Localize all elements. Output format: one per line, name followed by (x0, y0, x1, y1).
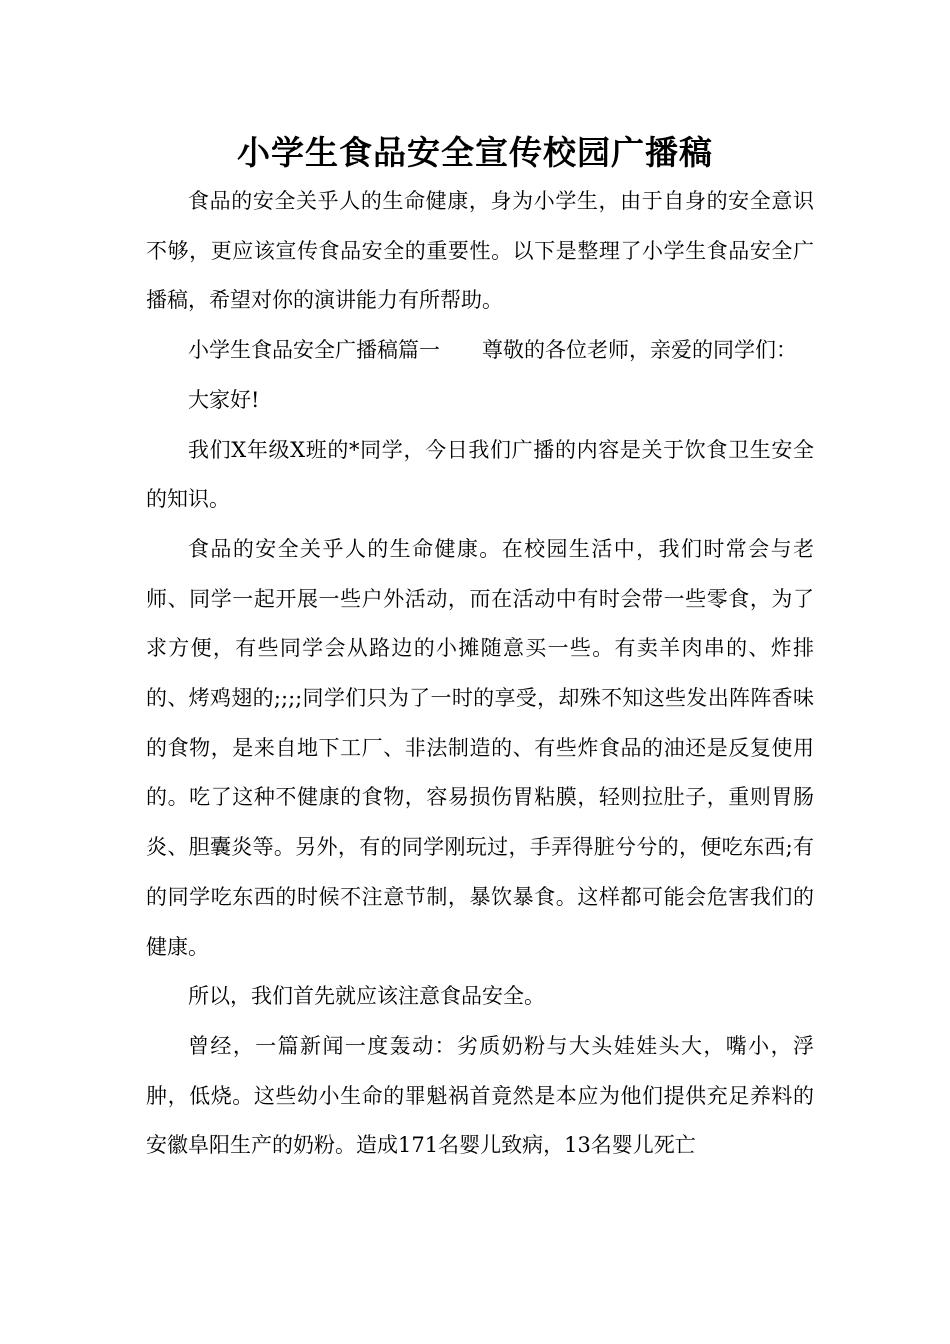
document-title: 小学生食品安全宣传校园广播稿 (237, 133, 713, 172)
paragraph-conclusion: 所以，我们首先就应该注意食品安全。 (188, 984, 545, 1009)
paragraph-intro: 食品的安全关乎人的生命健康，身为小学生，由于自身的安全意识不够，更应该宣传食品安全的重要性。以下是整理了小学生食品安全广播稿，希望对你的演讲能力有所帮助。 (146, 189, 814, 313)
paragraph-food-safety: 食品的安全关乎人的生命健康。在校园生活中，我们时常会与老师、同学一起开展一些户外活动，而在活动中有时会带一些零食，为了求方便，有些同学会从路边的小摊随意买一些。有卖羊肉串的、炸排的、烤鸡翅的;;;;同学们只为了一时的享受，却殊不知这些发出阵阵香味的食物，是来自地下工厂、非法制造的、有些炸食品的油还是反复使用的。吃了这种不健康的食物，容易损伤胃粘膜，轻则拉肚子，重则胃肠炎、胆囊炎等。另外，有的同学刚玩过，手弄得脏兮兮的，便吃东西;有的同学吃东西的时候不注意节制，暴饮暴食。这样都可能会危害我们的健康。 (146, 536, 814, 959)
document-body (146, 177, 814, 1171)
paragraph-hello: 大家好! (188, 387, 260, 412)
paragraph-greeting-heading: 小学生食品安全广播稿篇一 尊敬的各位老师，亲爱的同学们： (188, 338, 797, 363)
paragraph-topic: 我们X年级X班的*同学，今日我们广播的内容是关于饮食卫生安全的知识。 (146, 437, 814, 512)
paragraph-news: 曾经，一篇新闻一度轰动：劣质奶粉与大头娃娃头大，嘴小，浮肿，低烧。这些幼小生命的罪魁祸首竟然是本应为他们提供充足养料的安徽阜阳生产的奶粉。造成171名婴儿致病，13名婴儿死亡 (146, 1033, 814, 1158)
